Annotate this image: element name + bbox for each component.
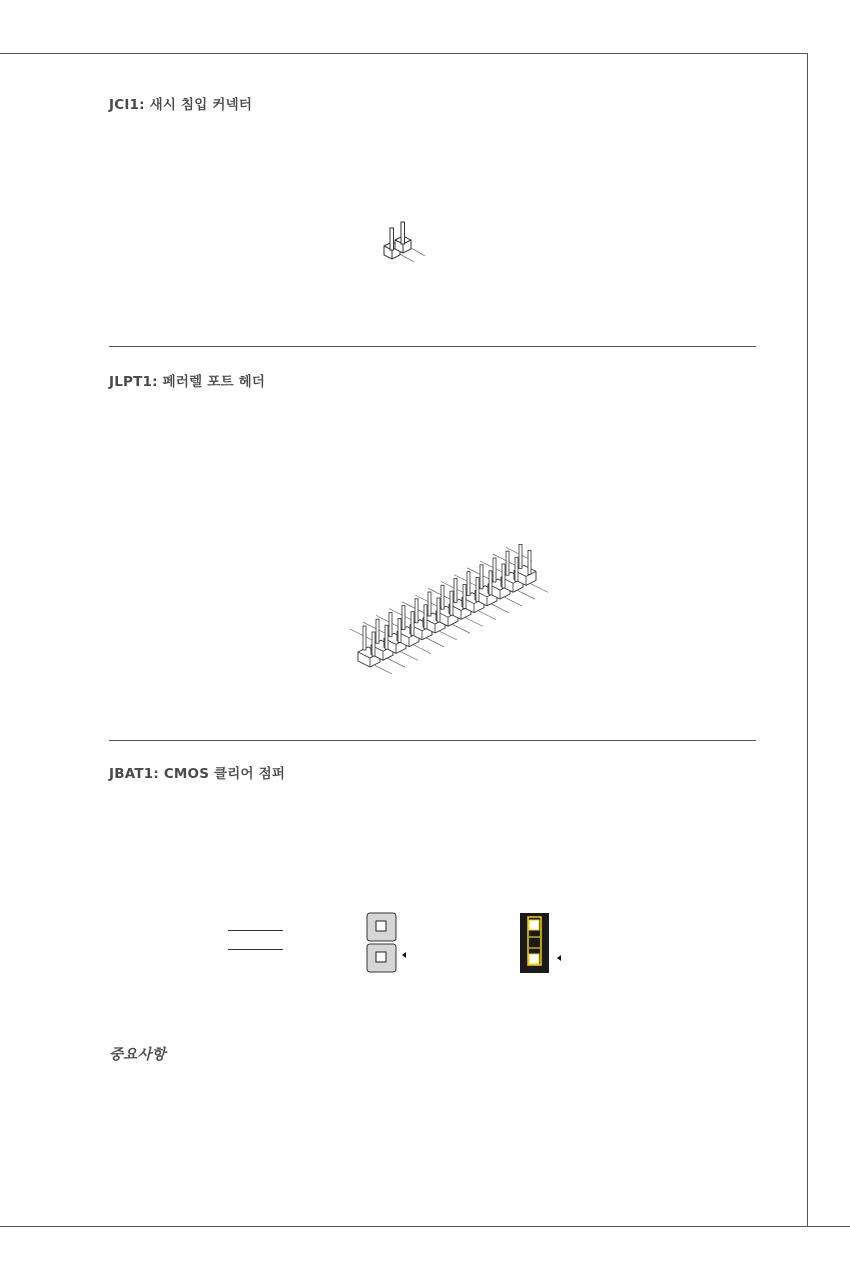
- label-line: [228, 949, 283, 950]
- label-line: [228, 930, 283, 931]
- jumper-keep-icon: [366, 912, 412, 976]
- pin-lead-line: [413, 645, 431, 654]
- header-pin: [428, 592, 431, 616]
- header-pin: [493, 558, 496, 582]
- header-pin: [528, 550, 531, 574]
- header-pin: [424, 605, 427, 629]
- header-pin: [372, 632, 375, 656]
- pin-lead-line: [400, 651, 418, 660]
- page-frame-top: [0, 53, 808, 54]
- connector-2pin-icon: [378, 220, 438, 280]
- page-frame-right: [807, 53, 808, 1227]
- pin-lead-line: [426, 638, 444, 647]
- header-pin: [376, 619, 379, 643]
- header-pin: [519, 544, 522, 568]
- section-divider: [109, 346, 756, 347]
- note-heading: 중요사항: [109, 1047, 166, 1063]
- pin-lead-line: [452, 624, 470, 633]
- header-pin: [480, 565, 483, 589]
- header-pin: [415, 599, 418, 623]
- pin-lead-line: [439, 631, 457, 640]
- pin-lead-line: [374, 665, 392, 674]
- header-pin: [454, 578, 457, 602]
- jlpt1-heading: JLPT1: 페러렐 포트 헤더: [109, 374, 266, 390]
- header-pin: [502, 564, 505, 588]
- header-pin: [402, 606, 405, 630]
- pin-lead-line: [478, 611, 496, 620]
- header-pin: [389, 612, 392, 636]
- pin-lead-line: [387, 658, 405, 667]
- header-pin: [385, 625, 388, 649]
- header-pin: [506, 551, 509, 575]
- section-divider: [109, 740, 756, 741]
- header-pin: [463, 584, 466, 608]
- header-pin: [515, 557, 518, 581]
- header-pin: [437, 598, 440, 622]
- pin-lead-line: [491, 604, 509, 613]
- header-pin: [411, 612, 414, 636]
- header-pin: [450, 591, 453, 615]
- pointer-arrow-icon: [402, 952, 406, 958]
- header-pin: [441, 585, 444, 609]
- header-pin: [476, 578, 479, 602]
- connector-26pin-icon: [330, 540, 570, 690]
- pin-lead-line: [504, 597, 522, 606]
- page-frame-bottom: [0, 1226, 850, 1227]
- jci1-heading: JCI1: 새시 침입 커넥터: [109, 97, 253, 113]
- pin-lead-line: [465, 617, 483, 626]
- header-pin: [467, 572, 470, 596]
- pin-lead-line: [530, 583, 548, 592]
- jumper-clear-icon: [519, 912, 569, 976]
- header-pin: [398, 618, 401, 642]
- header-pin: [489, 571, 492, 595]
- pointer-arrow-icon: [557, 955, 561, 961]
- jbat1-heading: JBAT1: CMOS 클리어 점퍼: [109, 766, 286, 782]
- pin-lead-line: [517, 590, 535, 599]
- header-pin: [363, 626, 366, 650]
